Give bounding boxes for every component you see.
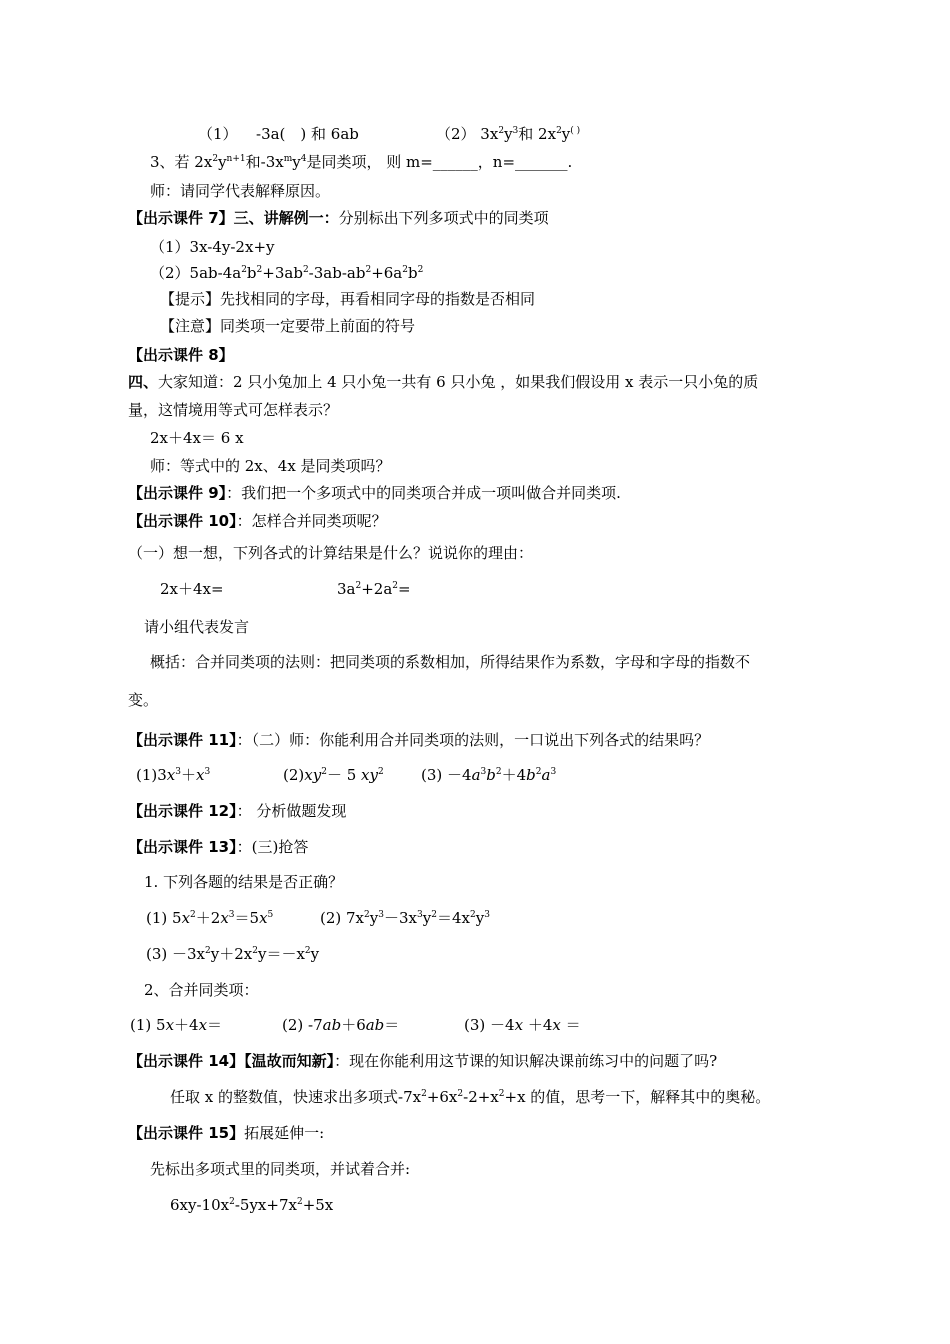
superscript: 2 xyxy=(364,910,370,920)
text: y＝－x xyxy=(257,945,305,963)
text: 师：等式中的 2x、4x 是同类项吗？ xyxy=(150,457,391,475)
heading: 【出示课件 14】【温故而知新】 xyxy=(128,1052,335,1070)
text-line xyxy=(337,579,411,599)
superscript: m xyxy=(283,154,293,164)
variable: x xyxy=(552,1016,561,1034)
superscript: 2 xyxy=(229,1197,235,1207)
text-line xyxy=(128,400,338,420)
text-line xyxy=(150,652,750,672)
text: y xyxy=(369,909,379,927)
text-line xyxy=(136,765,210,785)
superscript: 2 xyxy=(498,126,505,136)
variable: x xyxy=(304,766,313,784)
text-line xyxy=(144,980,259,1000)
text-line xyxy=(128,837,308,857)
text: -5yx+7x xyxy=(234,1196,297,1214)
heading: 【出示课件 7】三、讲解例一： xyxy=(128,209,339,227)
text-line xyxy=(130,1015,222,1035)
superscript: 5 xyxy=(267,910,274,920)
superscript: n+1 xyxy=(226,154,246,164)
superscript: 4 xyxy=(300,154,307,164)
text-line xyxy=(150,152,572,172)
variable: x xyxy=(181,909,191,927)
text: ＋2 xyxy=(195,909,221,927)
variable: ab xyxy=(322,1016,342,1034)
superscript: 3 xyxy=(550,767,557,777)
text-line xyxy=(160,316,415,336)
text-line xyxy=(128,483,621,503)
text: (1) 5 xyxy=(146,909,182,927)
text: ＋ xyxy=(181,766,197,784)
text: 6xy-10x xyxy=(170,1196,230,1214)
superscript: 2 xyxy=(495,767,502,777)
text-line xyxy=(464,1015,581,1035)
text: y xyxy=(504,125,513,143)
text-line xyxy=(436,124,580,144)
text: － 5 xyxy=(326,766,357,784)
text: 变。 xyxy=(128,691,159,709)
heading: 【出示课件 9】 xyxy=(128,484,227,502)
text: 1. 下列各题的结果是否正确？ xyxy=(144,873,344,891)
variable: x xyxy=(361,766,370,784)
superscript: 3 xyxy=(417,910,423,920)
text-line xyxy=(170,1087,770,1107)
text-line xyxy=(282,1015,399,1035)
text-line xyxy=(128,801,346,821)
variable: b xyxy=(526,766,536,784)
superscript: 3 xyxy=(378,910,384,920)
text-line xyxy=(150,1159,410,1179)
text: ：我们把一个多项式中的同类项合并成一项叫做合并同类项. xyxy=(226,484,621,502)
text: 任取 x 的整数值，快速求出多项式-7x xyxy=(170,1088,422,1106)
text: 拓展延伸一: xyxy=(244,1124,325,1142)
text: 是同类项， 则 m=______，n=_______. xyxy=(306,153,573,171)
superscript: 2 xyxy=(355,581,362,591)
text: ＝5 xyxy=(234,909,260,927)
superscript: 3 xyxy=(175,767,181,777)
text: ＝ xyxy=(207,1016,223,1034)
text-line xyxy=(256,124,359,144)
text: (3) －3x xyxy=(146,945,206,963)
text: ＝ xyxy=(384,1016,400,1034)
heading: 四、 xyxy=(128,373,159,391)
text-line xyxy=(283,765,384,785)
superscript: 2 xyxy=(365,265,372,275)
text: （一）想一想，下列各式的计算结果是什么？说说你的理由： xyxy=(128,544,534,562)
text: （2） 3x xyxy=(436,125,499,143)
text-line xyxy=(150,428,244,448)
superscript: 2 xyxy=(392,581,399,591)
text: ： 分析做题发现 xyxy=(236,802,347,820)
text: b xyxy=(407,264,418,282)
heading: 【出示课件 15】 xyxy=(128,1124,245,1142)
text: ＋4 xyxy=(527,1016,553,1034)
text-line xyxy=(150,263,423,283)
text-line xyxy=(128,1123,324,1143)
text: ：（二）师：你能利用合并同类项的法则，一口说出下列各式的结果吗？ xyxy=(236,731,710,749)
superscript: 3 xyxy=(204,767,211,777)
text: (2) xyxy=(283,766,305,784)
text-line xyxy=(128,543,533,563)
superscript: 2 xyxy=(252,946,258,956)
variable: ab xyxy=(365,1016,385,1034)
superscript: 2 xyxy=(535,767,542,777)
text: 师：请同学代表解释原因。 xyxy=(150,182,331,200)
superscript: 3 xyxy=(480,767,487,777)
superscript: 2 xyxy=(457,1089,464,1099)
text: ＋4 xyxy=(501,766,527,784)
superscript: 2 xyxy=(431,910,437,920)
text: （2）5ab-4a xyxy=(150,264,242,282)
text: -3a( ) 和 6ab xyxy=(256,125,359,143)
text: 概括：合并同类项的法则：把同类项的系数相加，所得结果作为系数，字母和字母的指数不 xyxy=(150,653,751,671)
text: 分别标出下列多项式中的同类项 xyxy=(338,209,549,227)
heading: 【出示课件 13】 xyxy=(128,838,237,856)
text: 2x＋4x= xyxy=(160,580,224,598)
text-line xyxy=(421,765,556,785)
variable: b xyxy=(486,766,496,784)
text: y xyxy=(422,909,432,927)
superscript: 2 xyxy=(212,154,219,164)
text: ＝4x xyxy=(436,909,470,927)
text: 2、合并同类项： xyxy=(144,981,259,999)
text: (3) －4 xyxy=(464,1016,515,1034)
superscript: 2 xyxy=(256,265,263,275)
text-line xyxy=(144,617,249,637)
superscript: 2 xyxy=(302,265,309,275)
text: y＋2x xyxy=(210,945,253,963)
superscript: 2 xyxy=(377,767,384,777)
superscript: 2 xyxy=(190,910,196,920)
heading: 【出示课件 8】 xyxy=(128,346,234,364)
text: 先标出多项式里的同类项，并试着合并: xyxy=(150,1160,411,1178)
superscript: 2 xyxy=(304,946,311,956)
text: －3x xyxy=(383,909,417,927)
text-line xyxy=(198,124,238,144)
text: +6x xyxy=(426,1088,458,1106)
superscript: 2 xyxy=(556,126,562,136)
text: 和 2x xyxy=(518,125,557,143)
text-line xyxy=(160,289,535,309)
variable: x xyxy=(198,1016,208,1034)
variable: a xyxy=(541,766,551,784)
heading: 【出示课件 12】 xyxy=(128,802,237,820)
superscript: 2 xyxy=(402,265,408,275)
variable: a xyxy=(471,766,481,784)
text: ：怎样合并同类项呢？ xyxy=(236,512,387,530)
text-line xyxy=(170,1195,333,1215)
variable: x xyxy=(514,1016,524,1034)
text-line xyxy=(128,372,758,392)
text: 【提示】先找相同的字母，再看相同字母的指数是否相同 xyxy=(160,290,536,308)
variable: y xyxy=(369,766,378,784)
text: (1) 5 xyxy=(130,1016,166,1034)
text: 3、若 2x xyxy=(150,153,213,171)
text: (3) －4 xyxy=(421,766,472,784)
heading: 【出示课件 10】 xyxy=(128,512,237,530)
text-line xyxy=(150,237,274,257)
superscript: 2 xyxy=(205,946,211,956)
text: y xyxy=(561,125,571,143)
superscript: 2 xyxy=(469,910,476,920)
text: -3ab-ab xyxy=(308,264,366,282)
text: y xyxy=(310,945,320,963)
text: -2+x xyxy=(463,1088,499,1106)
text: 3a xyxy=(337,580,356,598)
text-line xyxy=(128,208,549,228)
text: ＝ xyxy=(565,1016,581,1034)
variable: x xyxy=(166,766,176,784)
text: （1） xyxy=(198,125,238,143)
text: = xyxy=(398,580,411,598)
text: ：现在你能利用这节课的知识解决课前练习中的问题了吗? xyxy=(334,1052,718,1070)
text: ＋4 xyxy=(174,1016,199,1034)
text: +2a xyxy=(361,580,393,598)
text-line xyxy=(144,872,343,892)
text: ＋6 xyxy=(341,1016,366,1034)
superscript: 3 xyxy=(228,910,235,920)
text: y xyxy=(292,153,301,171)
superscript: 2 xyxy=(421,1089,427,1099)
variable: x xyxy=(259,909,268,927)
text: (2) -7 xyxy=(282,1016,323,1034)
text: +5x xyxy=(302,1196,334,1214)
variable: x xyxy=(165,1016,175,1034)
text-line xyxy=(160,579,224,599)
text-line xyxy=(146,944,319,964)
variable: x xyxy=(220,909,229,927)
text: （1）3x-4y-2x+y xyxy=(150,238,275,256)
superscript: ( ) xyxy=(570,126,581,136)
text-line xyxy=(150,456,391,476)
variable: y xyxy=(312,766,322,784)
superscript: 3 xyxy=(484,910,490,920)
variable: x xyxy=(196,766,205,784)
text-line xyxy=(128,690,158,710)
text: 大家知道：2 只小兔加上 4 只小兔一共有 6 只小兔 ，如果我们假设用 x 表示一只小兔的质 xyxy=(158,373,759,391)
text: 请小组代表发言 xyxy=(144,618,250,636)
text-line xyxy=(128,511,387,531)
text: 【注意】同类项一定要带上前面的符号 xyxy=(160,317,416,335)
text: (2) 7x xyxy=(320,909,365,927)
superscript: 2 xyxy=(296,1197,303,1207)
text: y xyxy=(218,153,227,171)
text-line xyxy=(128,730,709,750)
text: 2x＋4x＝ 6 x xyxy=(150,429,244,447)
text: 和-3x xyxy=(245,153,284,171)
superscript: 2 xyxy=(241,265,247,275)
text-line xyxy=(150,181,330,201)
text: +3ab xyxy=(262,264,303,282)
heading: 【出示课件 11】 xyxy=(128,731,237,749)
text-line xyxy=(146,908,273,928)
text: +x 的值，思考一下，解释其中的奥秘。 xyxy=(504,1088,771,1106)
text: y xyxy=(475,909,485,927)
text-line xyxy=(320,908,490,928)
text: b xyxy=(246,264,257,282)
superscript: 2 xyxy=(321,767,327,777)
text: +6a xyxy=(371,264,403,282)
text-line xyxy=(128,345,234,365)
text: ：(三)抢答 xyxy=(236,838,309,856)
text-line xyxy=(128,1051,717,1071)
superscript: 2 xyxy=(417,265,424,275)
text: (1)3 xyxy=(136,766,167,784)
superscript: 2 xyxy=(498,1089,505,1099)
text: 量，这情境用等式可怎样表示？ xyxy=(128,401,339,419)
superscript: 3 xyxy=(512,126,519,136)
